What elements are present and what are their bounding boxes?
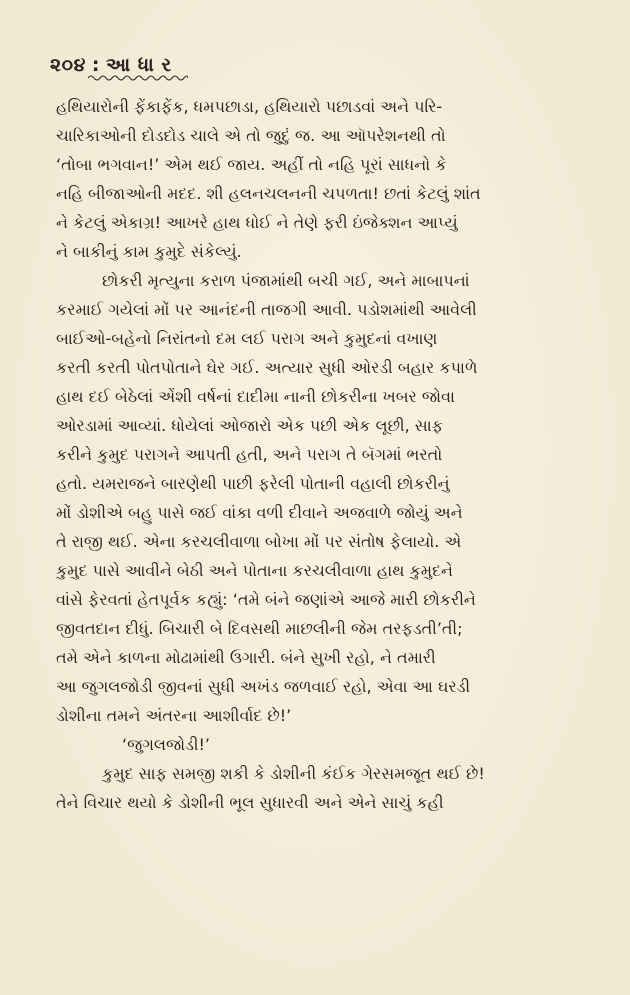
- text-line: તે રાજી થઈ. એના કરચલીવાળા બોખા મોં પર સંતોષ ફેલાયો. એ: [56, 532, 462, 551]
- text-line: ઓરડામાં આવ્યાં. ધોયેલાં ઓજારો એક પછી એક લૂછી, સાફ: [56, 416, 444, 435]
- text-line: કરતી કરતી પોતપોતાને ઘેર ગઈ. અત્યાર સુધી ઓરડી બહાર કપાળે: [56, 358, 478, 377]
- header-separator: :: [91, 54, 100, 76]
- text-line: તેને વિચાર થયો કે ડોશીની ભૂલ સુધારવી અને એને સાચું કહી: [56, 793, 444, 812]
- text-line: હાથ દઈ બેઠેલાં એંશી વર્ષનાં દાદીમા નાની છોકરીના ખબર જોવા: [56, 387, 455, 406]
- text-line: હતો. યમરાજને બારણેથી પાછી ફરેલી પોતાની વહાલી છોકરીનું: [56, 474, 450, 493]
- text-line: જીવતદાન દીધું. બિચારી બે દિવસથી માછલીની જેમ તરફડતી’તી;: [56, 619, 463, 638]
- text-line: વાંસે ફેરવતાં હેતપૂર્વક કહ્યું: ‘તમે બંને જણાંએ આજે મારી છોકરીને: [56, 590, 476, 609]
- text-line: ડોશીના તમને અંતરના આશીર્વાદ છે!’: [56, 706, 292, 725]
- paragraph-start-line: કુમુદ સાફ સમજી શકી કે ડોશીની કંઈક ગેરસમજૂત થઈ છે!: [102, 764, 485, 783]
- quoted-exclamation: ‘જુગલજોડી!’: [122, 735, 210, 754]
- text-line: હથિયારોની ફેંકાફેંક, ધમપછાડા, હથિયારો પછાડવાં અને પરિ-: [56, 97, 443, 116]
- text-line: ‘તોબા ભગવાન!’ એમ થઈ જાય. અહીં તો નહિ પૂરાં સાધનો કે: [56, 155, 447, 174]
- text-line: ચારિકાઓની દોડદોડ ચાલે એ તો જુદું જ. આ ઑપરેશનથી તો: [56, 126, 446, 145]
- text-line: મોં ડોશીએ બહુ પાસે જઈ વાંકા વળી દીવાને અજવાળે જોયું અને: [56, 503, 463, 522]
- header-wavy-rule: [88, 74, 188, 82]
- text-line: ને બાકીનું કામ કુમુદે સંકેલ્યું.: [56, 242, 242, 261]
- page-number: ૨૦૪: [50, 54, 86, 76]
- text-line: નહિ બીજાઓની મદદ. શી હલનચલનની ચપળતા! છતાં કેટલું શાંત: [56, 184, 481, 203]
- text-line: કુમુદ પાસે આવીને બેઠી અને પોતાના કરચલીવાળા હાથ કુમુદને: [56, 561, 453, 580]
- text-line: તમે એને કાળના મોઢામાંથી ઉગારી. બંને સુખી રહો, ને તમારી: [56, 648, 436, 667]
- book-title: આ ધા ર: [105, 54, 172, 76]
- text-line: ને કેટલું એકાગ્ર! આખરે હાથ ધોઈ ને તેણે ફરી ઇંજેક્શન આપ્યું: [56, 213, 458, 232]
- text-line: બાઈઓ-બહેનો નિરાંતનો દમ લઈ પરાગ અને કુમુદનાં વખાણ: [56, 329, 438, 348]
- body-text: [56, 92, 604, 817]
- text-line: કરમાઈ ગયેલાં મોં પર આનંદની તાજગી આવી. પડોશમાંથી આવેલી: [56, 300, 477, 319]
- text-line: કરીને કુમુદ પરાગને આપતી હતી, અને પરાગ તે બૅગમાં ભરતો: [56, 445, 443, 464]
- paragraph-start-line: છોકરી મૃત્યુના કરાળ પંજામાંથી બચી ગઈ, અને માબાપનાં: [102, 271, 470, 290]
- page-header: [50, 54, 172, 76]
- text-line: આ જુગલજોડી જીવનાં સુધી અખંડ જળવાઈ રહો, એવા આ ઘરડી: [56, 677, 471, 696]
